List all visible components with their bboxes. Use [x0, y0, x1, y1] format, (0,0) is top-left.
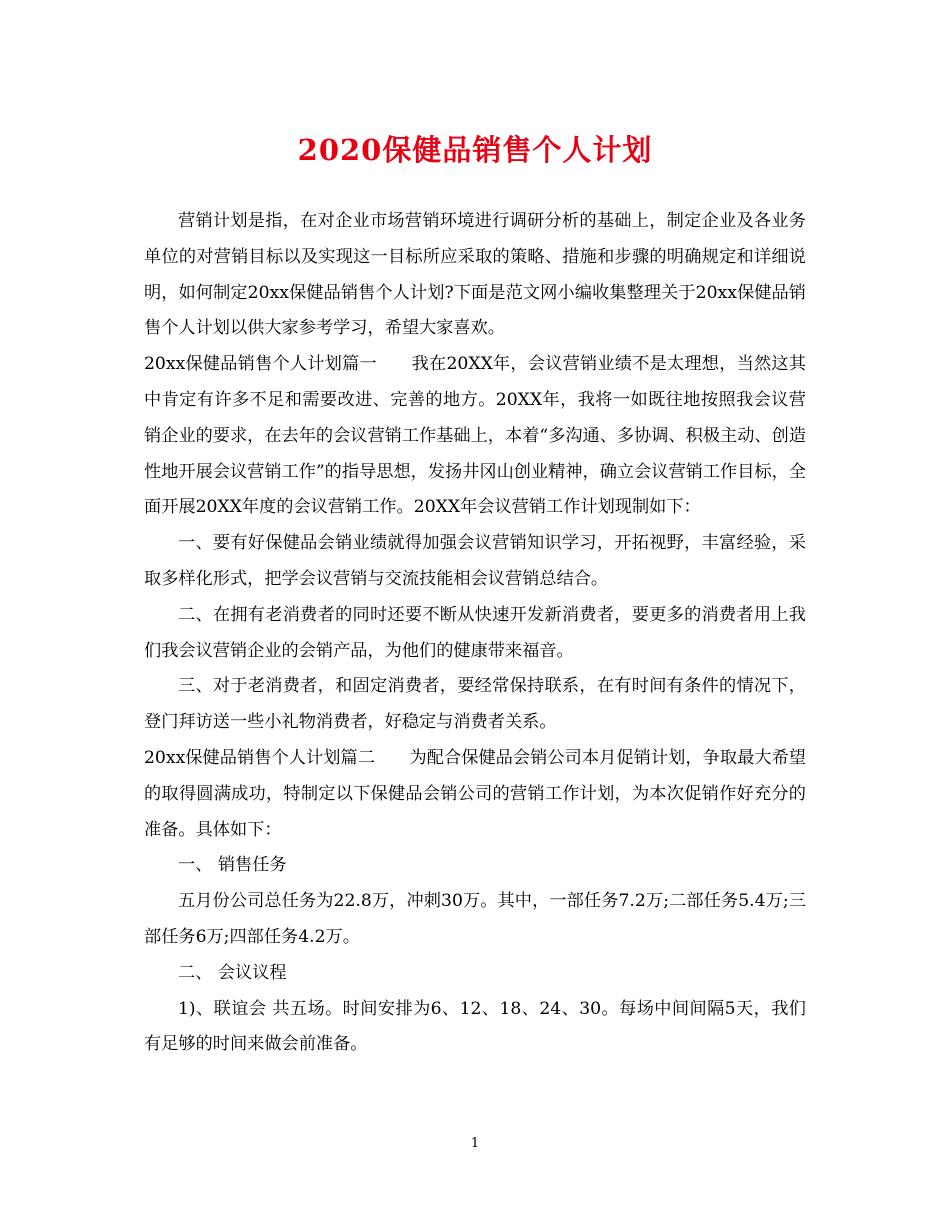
plan-one-paragraph: 20xx保健品销售个人计划篇一 我在20XX年，会议营销业绩不是太理想，当然这其中肯定有许多不足和需要改进、完善的地方。20XX年，我将一如既往地按照我会议营销企业的要求，在去年的会议营销工作基础上，本着“多沟通、多协调、积极主动、创造性地开展会议营销工作”的指导思想，发扬井冈山创业精神，确立会议营销工作目标，全面开展20XX年度的会议营销工作。20XX年会议营销工作计划现制如下： [144, 354, 806, 518]
meeting-schedule-paragraph: 1)、联谊会 共五场。时间安排为6、12、18、24、30。每场中间间隔5天，我们有足够的时间来做会前准备。 [144, 998, 806, 1055]
point-one-paragraph: 一、要有好保健品会销业绩就得加强会议营销知识学习，开拓视野，丰富经验，采取多样化形式，把学会议营销与交流技能相会议营销总结合。 [144, 533, 806, 589]
plan-two-paragraph: 20xx保健品销售个人计划篇二 为配合保健品会销公司本月促销计划，争取最大希望的取得圆满成功，特制定以下保健品会销公司的营销工作计划，为本次促销作好充分的准备。具体如下： [144, 747, 806, 840]
point-three-paragraph: 三、对于老消费者，和固定消费者，要经常保持联系，在有时间有条件的情况下，登门拜访送一些小礼物消费者，好稳定与消费者关系。 [144, 676, 806, 733]
document-body [144, 204, 806, 1063]
meeting-agenda-heading: 二、 会议议程 [178, 962, 287, 983]
document-title: 2020保健品销售个人计划 [297, 133, 653, 167]
intro-paragraph: 营销计划是指，在对企业市场营销环境进行调研分析的基础上，制定企业及各业务单位的对营销目标以及实现这一目标所应采取的策略、措施和步骤的明确规定和详细说明，如何制定20xx保健品销售个人计划?下面是范文网小编收集整理关于20xx保健品销售个人计划以供大家参考学习，希望大家喜欢。 [144, 211, 806, 339]
point-two-paragraph: 二、在拥有老消费者的同时还要不断从快速开发新消费者，要更多的消费者用上我们我会议营销企业的会销产品，为他们的健康带来福音。 [144, 604, 806, 661]
sales-task-paragraph: 五月份公司总任务为22.8万，冲刺30万。其中，一部任务7.2万;二部任务5.4万;三部任务6万;四部任务4.2万。 [144, 891, 806, 947]
page-number: 1 [470, 1136, 480, 1151]
sales-task-heading: 一、 销售任务 [178, 855, 287, 876]
